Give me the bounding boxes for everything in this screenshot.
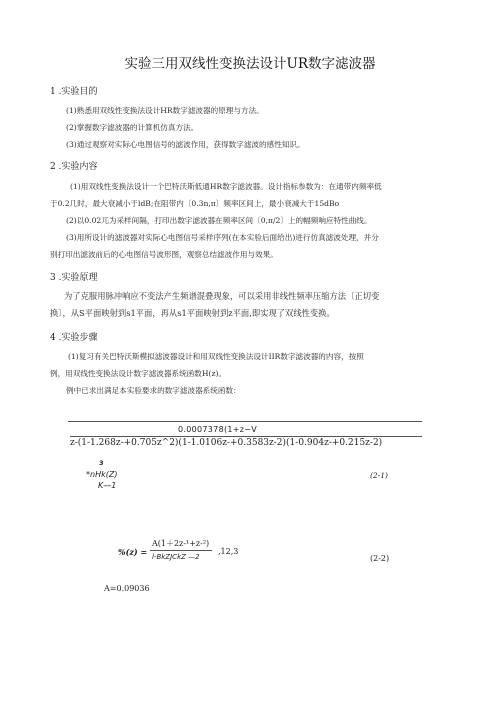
page-title: 实验三用双线性变换法设计UR数字滤波器 (124, 56, 376, 72)
formula-2-subscript: K—1 (98, 481, 117, 490)
section-2-line-1: (1)用双线性变换法设计一个巴特沃斯低通HR数字滤波器。设计指标参数为：在通带内频率低 (70, 182, 382, 191)
section-heading-3: 3 .实验原理 (50, 273, 98, 283)
formula-2-superscript: 3 (99, 459, 104, 467)
equation-number-2-1: (2-1) (370, 471, 388, 480)
section-1-line-1: (1)熟悉用双线性变换法设计HR数字滤波器的原理与方法。 (66, 106, 264, 115)
section-2-line-2: 于0.2几时，最大衰减小于ldB;在阻带内〔0.3n,π〕频率区间上，最小衰减大于15dBo (50, 199, 340, 208)
formula-1-numerator: 0.0007378(1+z−V (178, 425, 258, 434)
formula-3-denominator: l-BkZJCkZ —2 (152, 553, 200, 561)
section-4-line-1: (1)复习有关巴特沃斯模拟滤波器设计和用双线性变换法设计IIR数字滤波器的内容，按照 (68, 352, 364, 361)
formula-1-denominator: z-(1-1.268z-+0.705z^2)(1-1.0106z-+0.3583z-2)(1-0.904z-+0.215z-2) (70, 438, 383, 448)
section-3-line-2: 换〕，从S平面映射到s1平面，再从s1平面映射到z平面,即实现了双线性变换。 (50, 308, 335, 318)
formula-top-rule (68, 421, 422, 422)
section-heading-2: 2 .实验内容 (50, 162, 98, 172)
section-3-line-1: 为了克服用脉冲响应不变法产生频谱混叠现象，可以采用非线性频率压缩方法〔正切变 (64, 291, 380, 301)
section-1-line-3: (3)通过观察对实际心电图信号的滤波作用，获得数字滤波的感性知识。 (66, 140, 305, 149)
section-4-line-3: 例中已求出满足本实验要求的数字滤波器系统函数： (66, 386, 241, 395)
formula-3-lhs: %(z) = (118, 547, 148, 557)
constant-a: A=0.09036 (104, 584, 150, 593)
formula-2-body: *nHk(Z) (86, 470, 118, 479)
section-4-line-2: 例，用双线性变换法设计数字滤波器系统函数H(z)。 (50, 369, 227, 378)
formula-3-index: ,12,3 (218, 547, 239, 556)
formula-1-fraction-bar (70, 436, 422, 437)
section-2-line-5: 别打印出滤波前后的心电图信号波形图，观察总结滤波作用与效果。 (50, 250, 278, 259)
section-heading-1: 1 .实验目的 (50, 87, 98, 97)
section-2-line-3: (2)以0.02兀为采样间隔，打印出数字滤波器在频率区间〔0,π/2〕上的幅频响应特性曲线。 (66, 216, 372, 225)
formula-3-numerator: A(1＋2z-¹+z-²) (152, 539, 210, 548)
section-2-line-4: (3)用所设计的滤波器对实际心电图信号采样序列(在本实验后面给出)进行仿真滤波处理，并分 (66, 233, 379, 242)
equation-number-2-2: (2-2) (370, 554, 390, 563)
section-1-line-2: (2)掌握数字滤波器的计算机仿真方法。 (66, 123, 199, 132)
formula-3-fraction-bar (150, 550, 212, 551)
section-heading-4: 4 .实验步骤 (50, 333, 98, 343)
